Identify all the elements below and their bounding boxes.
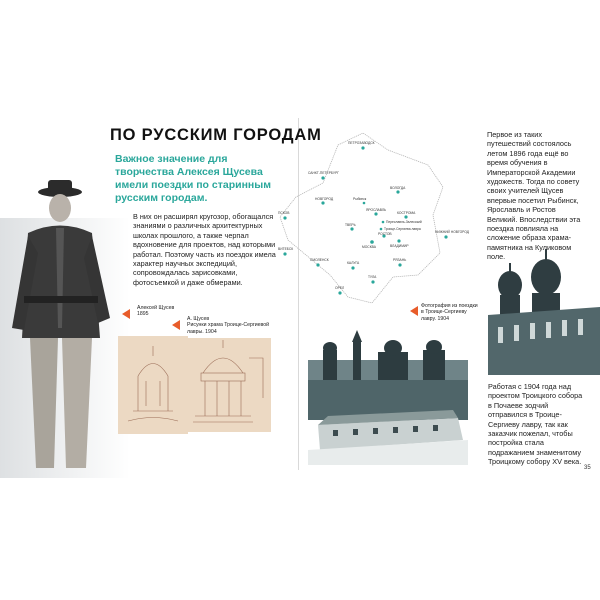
sketch-temple-drawing bbox=[183, 338, 271, 432]
right-body-paragraph-1: Первое из таких путешествий состоялось летом 1896 года ещё во время обучения в Императорской Академии художеств. Тогда по совету своих учителей Щусев впервые посетил Рыбинск, Ярославль и Ростов Великий. Впоследствии эта поездка повлияла на сложение образа храма-памятника на Куликовом поле. bbox=[487, 130, 581, 262]
city-label: ПСКОВ bbox=[278, 211, 290, 215]
city-dot bbox=[361, 146, 364, 149]
cathedral-photo bbox=[488, 245, 600, 375]
city-dot bbox=[363, 202, 366, 205]
city-labels bbox=[278, 141, 470, 290]
city-dot bbox=[351, 266, 354, 269]
city-label: КОСТРОМА bbox=[397, 211, 416, 215]
portrait-caption: Алексей Щусев 1895 bbox=[137, 305, 175, 318]
city-dot bbox=[371, 280, 374, 283]
city-dot bbox=[374, 212, 377, 215]
route-map bbox=[268, 125, 478, 310]
city-label: СМОЛЕНСК bbox=[310, 258, 329, 262]
photo-caption: Фотография из поездки в Троице-Сергиеву лавру. 1904 bbox=[421, 303, 478, 322]
city-dot bbox=[444, 235, 447, 238]
city-label: САНКТ-ПЕТЕРБУРГ bbox=[308, 171, 340, 175]
page-title: ПО РУССКИМ ГОРОДАМ bbox=[110, 126, 322, 144]
page-number: 35 bbox=[584, 465, 591, 471]
city-label: Рыбинск bbox=[353, 197, 367, 201]
city-label: ВИТЕБСК bbox=[278, 247, 294, 251]
sketch-caption: А. Щусев Рисунки храма Троице-Сергиевой лавры. 1904 bbox=[187, 316, 270, 335]
city-dot bbox=[370, 240, 374, 244]
sketch-dome-drawing bbox=[118, 336, 188, 434]
city-label: ТВЕРЬ bbox=[345, 223, 356, 227]
city-dot bbox=[396, 190, 399, 193]
city-dot bbox=[398, 263, 401, 266]
city-dot bbox=[283, 252, 286, 255]
caption-marker-sketch bbox=[172, 320, 180, 330]
city-label: ВЛАДИМИР bbox=[390, 244, 409, 248]
city-label: ТУЛА bbox=[368, 275, 377, 279]
city-dot bbox=[321, 176, 324, 179]
city-dot bbox=[404, 215, 407, 218]
city-markers bbox=[283, 146, 447, 294]
monastery-photo bbox=[308, 330, 468, 465]
city-dot bbox=[283, 216, 286, 219]
city-dot bbox=[350, 227, 353, 230]
caption-marker-photo bbox=[410, 306, 418, 316]
city-label: Троице-Сергиева лавра bbox=[384, 227, 421, 231]
city-label: ПЕТРОЗАВОДСК bbox=[348, 141, 375, 145]
city-label: НИЖНИЙ НОВГОРОД bbox=[435, 230, 469, 234]
left-body-paragraph: В них он расширял кругозор, обогащался знаниями о различных архитектурных школах прошлого, а также черпал вдохновение для проектов, над которыми работал. Поэтому часть из поездок имела характер научных экспедиций, сопровождалась зарисовками, фотосъемкой и даже обмерами. bbox=[133, 212, 276, 287]
city-label: НОВГОРОД bbox=[315, 197, 334, 201]
city-label: ОРЕЛ bbox=[335, 286, 345, 290]
city-label: ЯРОСЛАВЛЬ bbox=[366, 208, 387, 212]
region-outline bbox=[280, 133, 443, 303]
lead-paragraph: Важное значение для творчества Алексея Щусева имели поездки по старинным русским городам. bbox=[115, 153, 271, 204]
right-body-paragraph-2: Работая с 1904 года над проектом Троицкого собора в Почаеве зодчий отправился в Троице-Сергиеву лавру, так как заказчик пожелал, чтобы постройка стала подражанием знаменитому Троицкому собору XV века. bbox=[488, 382, 583, 467]
city-dot bbox=[397, 239, 400, 242]
city-label: Переславль-Залесский bbox=[386, 220, 422, 224]
city-label: МОСКВА bbox=[362, 245, 376, 249]
portrait-photo bbox=[0, 178, 130, 478]
caption-marker-portrait bbox=[122, 309, 130, 319]
city-dot bbox=[321, 201, 324, 204]
city-label: ВОЛОГДА bbox=[390, 186, 406, 190]
city-dot bbox=[382, 221, 385, 224]
city-dot bbox=[380, 228, 383, 231]
city-label: РЯЗАНЬ bbox=[393, 258, 407, 262]
city-dot bbox=[316, 263, 319, 266]
city-label: КАЛУГА bbox=[347, 261, 360, 265]
city-label: РОСТОВ bbox=[378, 232, 392, 236]
city-dot bbox=[338, 291, 341, 294]
